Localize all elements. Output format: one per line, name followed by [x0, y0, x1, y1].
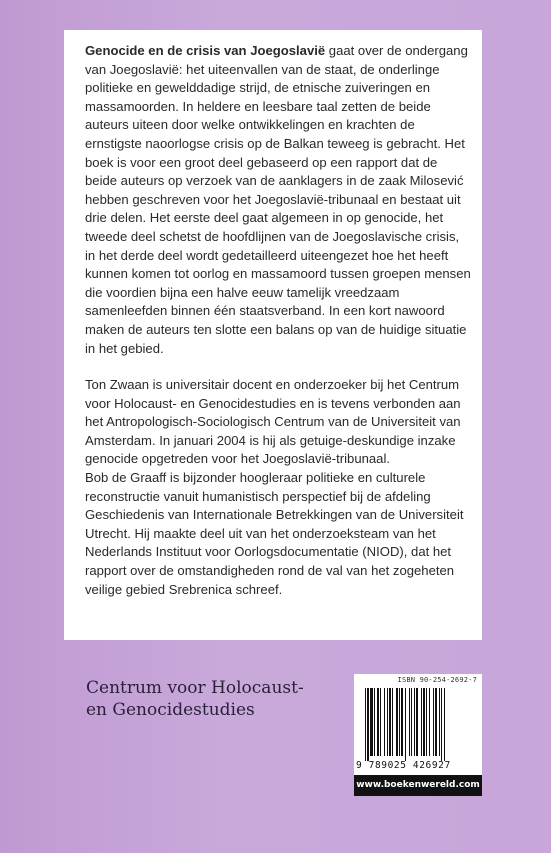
barcode-bar — [380, 688, 381, 756]
barcode-bars — [364, 688, 476, 761]
barcode-bar — [401, 688, 403, 756]
website-label: www.boekenwereld.com — [354, 775, 482, 796]
barcode-label — [354, 674, 482, 796]
author-bio-de-graaff: Bob de Graaff is bijzonder hoogleraar politieke en culturele reconstructie vanuit humanistisch perspectief bij de afdeling Geschiedenis van Internationale Betrekkingen van de Universiteit Utrecht. Hij maakte deel uit van het onderzoeksteam van het Nederlands Instituut voor Oorlogsdocumentatie (NIOD), dat het rapport over de omstandigheden rond de val van het zogeheten veilige gebied Srebrenica schreef. — [85, 470, 464, 597]
publisher-line-2: en Genocidestudies — [86, 700, 255, 720]
barcode-bar — [435, 688, 437, 756]
barcode-bar — [405, 688, 406, 761]
barcode-bar — [370, 688, 373, 756]
barcode-bar — [374, 688, 375, 756]
barcode-bar — [414, 688, 415, 756]
barcode-bar — [426, 688, 427, 756]
barcode-bar — [392, 688, 393, 756]
barcode-bar — [367, 688, 369, 761]
barcode-bar — [389, 688, 391, 756]
publisher-line-1: Centrum voor Holocaust- — [86, 678, 304, 698]
book-title: Genocide en de crisis van Joegoslavië — [85, 43, 326, 58]
isbn-text: ISBN 90-254-2692-7 — [397, 676, 477, 684]
barcode-bar — [396, 688, 398, 756]
blurb-paragraph-1-text: gaat over de ondergang van Joegoslavië: het uiteenvallen van de staat, de onderlinge politieke en gewelddadige strijd, de etnische zuiveringen en massamoorden. In heldere en leesbare taal zetten de beide auteurs uiteen door welke ontwikkelingen en krachten de ernstigste naoorlogse crisis op de Balkan teweeg is gebracht. Het boek is voor een groot deel gebaseerd op een rapport dat de beide auteurs op verzoek van de aanklagers in de zaak Milosević hebben geschreven voor het Joegoslavië-tribunaal en bestaat uit drie delen. Het eerste deel gaat algemeen in op genocide, het tweede deel schetst de hoofdlijnen van de Joegoslavische crisis, in het derde deel wordt gedetailleerd uiteengezet hoe het heeft kunnen komen tot oorlog en massamoord tussen groepen mensen die voordien bijna een halve eeuw tamelijk vreedzaam samenleefden binnen één staatsverband. In een kort nawoord maken de auteurs ten slotte een balans op van de huidige situatie in het gebied. — [85, 43, 471, 356]
blurb-paragraph-1 — [85, 42, 472, 358]
barcode-bar — [433, 688, 434, 756]
ean-number: 9 789025 426927 — [356, 760, 451, 771]
barcode-bar — [423, 688, 425, 756]
barcode-bar — [439, 688, 440, 756]
blurb-text-box — [64, 30, 482, 640]
barcode-bar — [365, 688, 366, 761]
barcode-bar — [429, 688, 430, 756]
barcode-bar — [377, 688, 379, 756]
publisher-name — [86, 677, 326, 721]
author-bio-zwaan: Ton Zwaan is universitair docent en onderzoeker bij het Centrum voor Holocaust- en Genocidestudies en is tevens verbonden aan het Antropologisch-Sociologisch Centrum van de Universiteit van Amsterdam. In januari 2004 is hij als getuige-deskundige inzake genocide opgetreden voor het Joegoslavië-tribunaal. — [85, 377, 461, 467]
barcode-bar — [411, 688, 412, 756]
barcode-bar — [399, 688, 400, 756]
barcode-bar — [384, 688, 385, 756]
barcode-bar — [421, 688, 422, 756]
barcode-bar — [444, 688, 445, 761]
barcode-bar — [416, 688, 418, 756]
paragraph-gap — [85, 358, 472, 376]
barcode-bar — [441, 688, 442, 761]
barcode-bar — [409, 688, 410, 756]
barcode-bar — [387, 688, 388, 756]
